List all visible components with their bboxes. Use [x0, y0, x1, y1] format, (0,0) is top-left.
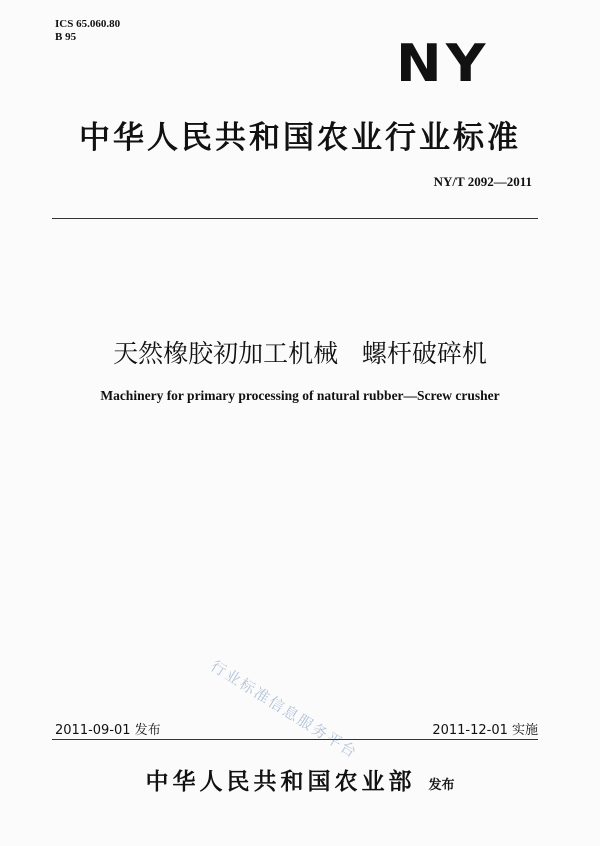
watermark-stamp: 行业标准信息服务平台 [207, 656, 362, 763]
issue-date: 2011-09-01 发布 [55, 723, 161, 738]
issuer-name: 中华人民共和国农业部 [145, 769, 416, 795]
ics-code: ICS 65.060.80 [55, 18, 121, 30]
classification-codes [55, 18, 120, 44]
header-divider [52, 218, 538, 219]
standard-logo: NY [396, 34, 490, 94]
document-title-english: Machinery for primary processing of natural rubber—Screw crusher [100, 388, 500, 403]
issuing-authority [0, 763, 600, 796]
standard-number: NY/T 2092—2011 [433, 174, 532, 189]
ccs-code: B 95 [55, 31, 77, 43]
document-title-chinese: 天然橡胶初加工机械 螺杆破碎机 [113, 339, 487, 368]
footer-divider [52, 739, 538, 740]
issuer-suffix: 发布 [428, 778, 455, 793]
standard-category-title: 中华人民共和国农业行业标准 [79, 120, 521, 156]
implementation-date: 2011-12-01 实施 [432, 723, 538, 738]
